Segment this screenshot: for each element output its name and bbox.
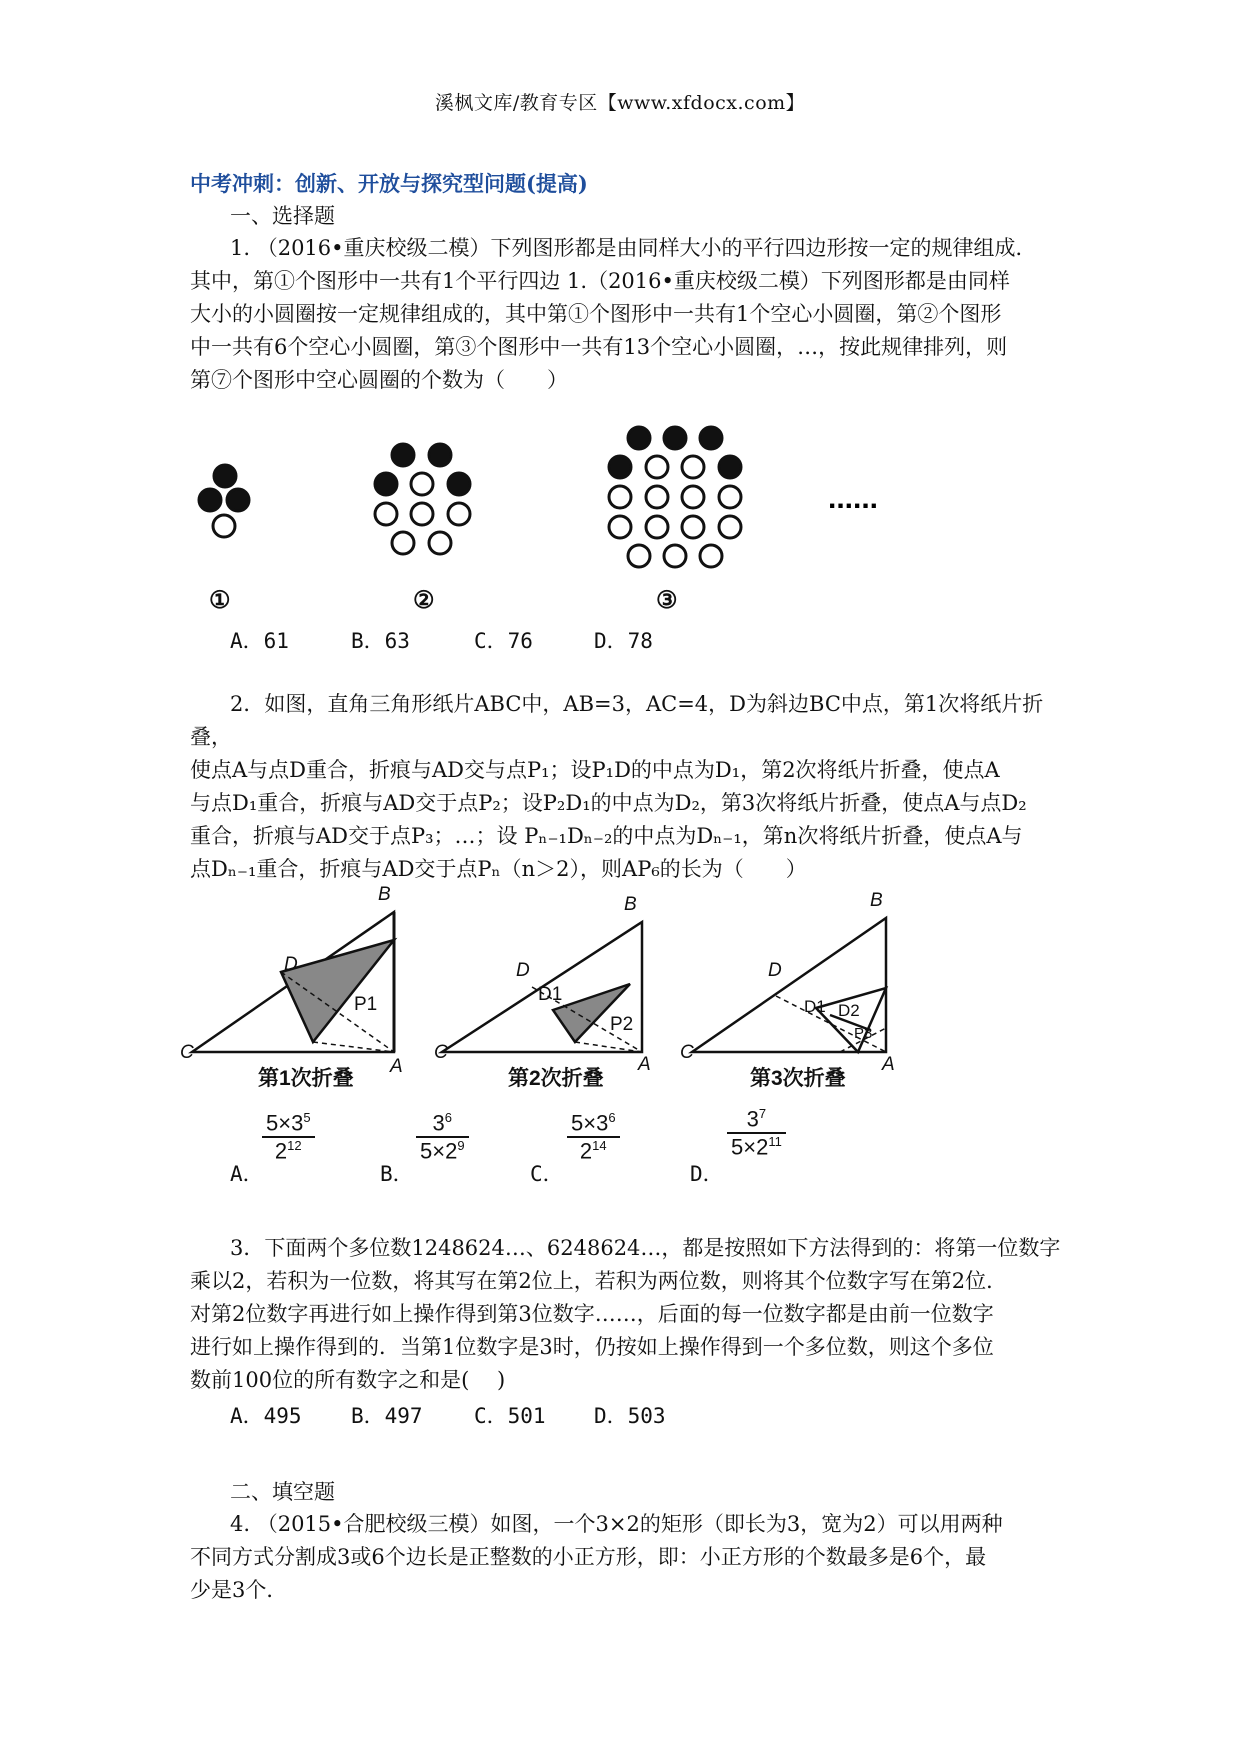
q2-option-a-letter: A． bbox=[230, 1162, 264, 1186]
section-choice-heading: 一、选择题 bbox=[230, 204, 335, 228]
question-3-text bbox=[190, 1232, 1070, 1397]
q1-option-b: B．63 bbox=[351, 629, 410, 653]
q1-line: 1. （2016•重庆校级二模）下列图形都是由同样大小的平行四边形按一定的规律组成． bbox=[230, 236, 1037, 260]
svg-text:D: D bbox=[284, 954, 298, 975]
fold-caption-2: 第2次折叠 bbox=[508, 1067, 604, 1090]
svg-text:B: B bbox=[378, 884, 391, 905]
document-title: 中考冲刺：创新、开放与探究型问题(提高) bbox=[190, 171, 588, 196]
svg-text:D: D bbox=[516, 960, 530, 981]
pattern-1 bbox=[199, 465, 249, 537]
svg-text:A: A bbox=[882, 1054, 895, 1075]
q1-line: 大小的小圆圈按一定规律组成的，其中第①个图形中一共有1个空心小圆圈，第②个图形 bbox=[190, 302, 1002, 326]
q3-line: 对第2位数字再进行如上操作得到第3位数字……，后面的每一位数字都是由前一位数字 bbox=[190, 1302, 994, 1326]
svg-text:D1: D1 bbox=[538, 984, 563, 1005]
page-header: 溪枫文库/教育专区【www.xfdocx.com】 bbox=[434, 92, 806, 114]
question-4-text bbox=[190, 1508, 1070, 1607]
q2-option-c-letter: C． bbox=[530, 1162, 564, 1186]
q3-option-b: B．497 bbox=[351, 1404, 423, 1428]
q2-option-d-letter: D． bbox=[690, 1162, 724, 1186]
svg-text:B: B bbox=[870, 890, 883, 911]
q2-line: 2．如图，直角三角形纸片ABC中，AB=3，AC=4，D为斜边BC中点，第1次将纸片折叠， bbox=[190, 692, 1044, 749]
q4-line: 少是3个． bbox=[190, 1578, 288, 1602]
q3-option-a: A．495 bbox=[230, 1404, 302, 1428]
question-1-text bbox=[190, 232, 1070, 397]
q1-option-d: D．78 bbox=[594, 629, 653, 653]
q3-line: 进行如上操作得到的．当第1位数字是3时，仍按如上操作得到一个多位数，则这个多位 bbox=[190, 1335, 994, 1359]
circle-pattern-figure bbox=[180, 410, 940, 610]
pattern-ellipsis: ...... bbox=[828, 482, 879, 515]
svg-text:P1: P1 bbox=[354, 994, 378, 1015]
q3-line: 数前100位的所有数字之和是( ) bbox=[190, 1368, 506, 1392]
pattern-3 bbox=[609, 427, 741, 567]
svg-text:D2: D2 bbox=[838, 1001, 860, 1020]
svg-text:B: B bbox=[624, 894, 637, 915]
q3-line: 3．下面两个多位数1248624…、6248624…，都是按照如下方法得到的：将第一位数字 bbox=[230, 1236, 1061, 1260]
q1-options bbox=[0, 625, 1240, 655]
q4-line: 4. （2015•合肥校级三模）如图，一个3×2的矩形（即长为3，宽为2）可以用两种 bbox=[230, 1512, 1003, 1536]
svg-text:C: C bbox=[434, 1042, 448, 1063]
q1-option-a: A．61 bbox=[230, 629, 289, 653]
question-2-text bbox=[190, 688, 1070, 886]
q3-line: 乘以2，若积为一位数，将其写在第2位上，若积为两位数，则将其个位数字写在第2位． bbox=[190, 1269, 1008, 1293]
q2-line: 重合，折痕与AD交于点P₃；…；设 Pₙ₋₁Dₙ₋₂的中点为Dₙ₋₁，第n次将纸片折叠，使点A与 bbox=[190, 824, 1023, 848]
figure-label-2: ② bbox=[413, 585, 435, 614]
svg-text:A: A bbox=[638, 1054, 651, 1075]
q2-option-d-fraction: $\frac{3^7}{5\times 2^{11}}$ bbox=[727, 1106, 786, 1161]
q1-line: 中一共有6个空心小圆圈，第③个图形中一共有13个空心小圆圈，…，按此规律排列，则 bbox=[190, 335, 1008, 359]
svg-text:C: C bbox=[680, 1042, 694, 1063]
svg-text:P2: P2 bbox=[610, 1014, 634, 1035]
svg-text:D: D bbox=[768, 960, 782, 981]
q1-option-c: C．76 bbox=[474, 629, 533, 653]
q4-line: 不同方式分割成3或6个边长是正整数的小正方形，即：小正方形的个数最多是6个，最 bbox=[190, 1545, 987, 1569]
section-fill-heading: 二、填空题 bbox=[230, 1480, 335, 1504]
q2-option-b-letter: B． bbox=[380, 1162, 414, 1186]
q2-option-c-fraction: $\frac{5\times 3^6}{2^{14}}$ bbox=[567, 1110, 620, 1165]
triangle-1 bbox=[192, 912, 394, 1052]
svg-text:D1: D1 bbox=[804, 997, 826, 1016]
pattern-2 bbox=[375, 444, 470, 554]
svg-text:A: A bbox=[390, 1056, 403, 1077]
q2-line: 与点D₁重合，折痕与AD交于点P₂；设P₂D₁的中点为D₂，第3次将纸片折叠，使点A与点D₂ bbox=[190, 791, 1027, 815]
q2-line: 使点A与点D重合，折痕与AD交与点P₁；设P₁D的中点为D₁，第2次将纸片折叠，使点A bbox=[190, 758, 1000, 782]
svg-text:C: C bbox=[180, 1042, 194, 1063]
figure-label-1: ① bbox=[209, 585, 231, 614]
q3-options bbox=[0, 1400, 1240, 1430]
svg-text:P3: P3 bbox=[854, 1025, 873, 1042]
q3-option-c: C．501 bbox=[474, 1404, 546, 1428]
q1-line: 其中，第①个图形中一共有1个平行四边 1.（2016•重庆校级二模）下列图形都是由同样 bbox=[190, 269, 1010, 293]
fold-caption-3: 第3次折叠 bbox=[750, 1067, 846, 1090]
q3-option-d: D．503 bbox=[594, 1404, 666, 1428]
fold-caption-1: 第1次折叠 bbox=[258, 1067, 354, 1090]
q2-option-b-fraction: $\frac{3^6}{5\times 2^9}$ bbox=[416, 1110, 469, 1165]
q2-line: 点Dₙ₋₁重合，折痕与AD交于点Pₙ（n＞2），则AP₆的长为（ ） bbox=[190, 857, 807, 881]
q1-line: 第⑦个图形中空心圆圈的个数为（ ） bbox=[190, 368, 568, 392]
q2-option-a-fraction: $\frac{5\times 3^5}{2^{12}}$ bbox=[262, 1110, 315, 1165]
figure-label-3: ③ bbox=[656, 585, 678, 614]
